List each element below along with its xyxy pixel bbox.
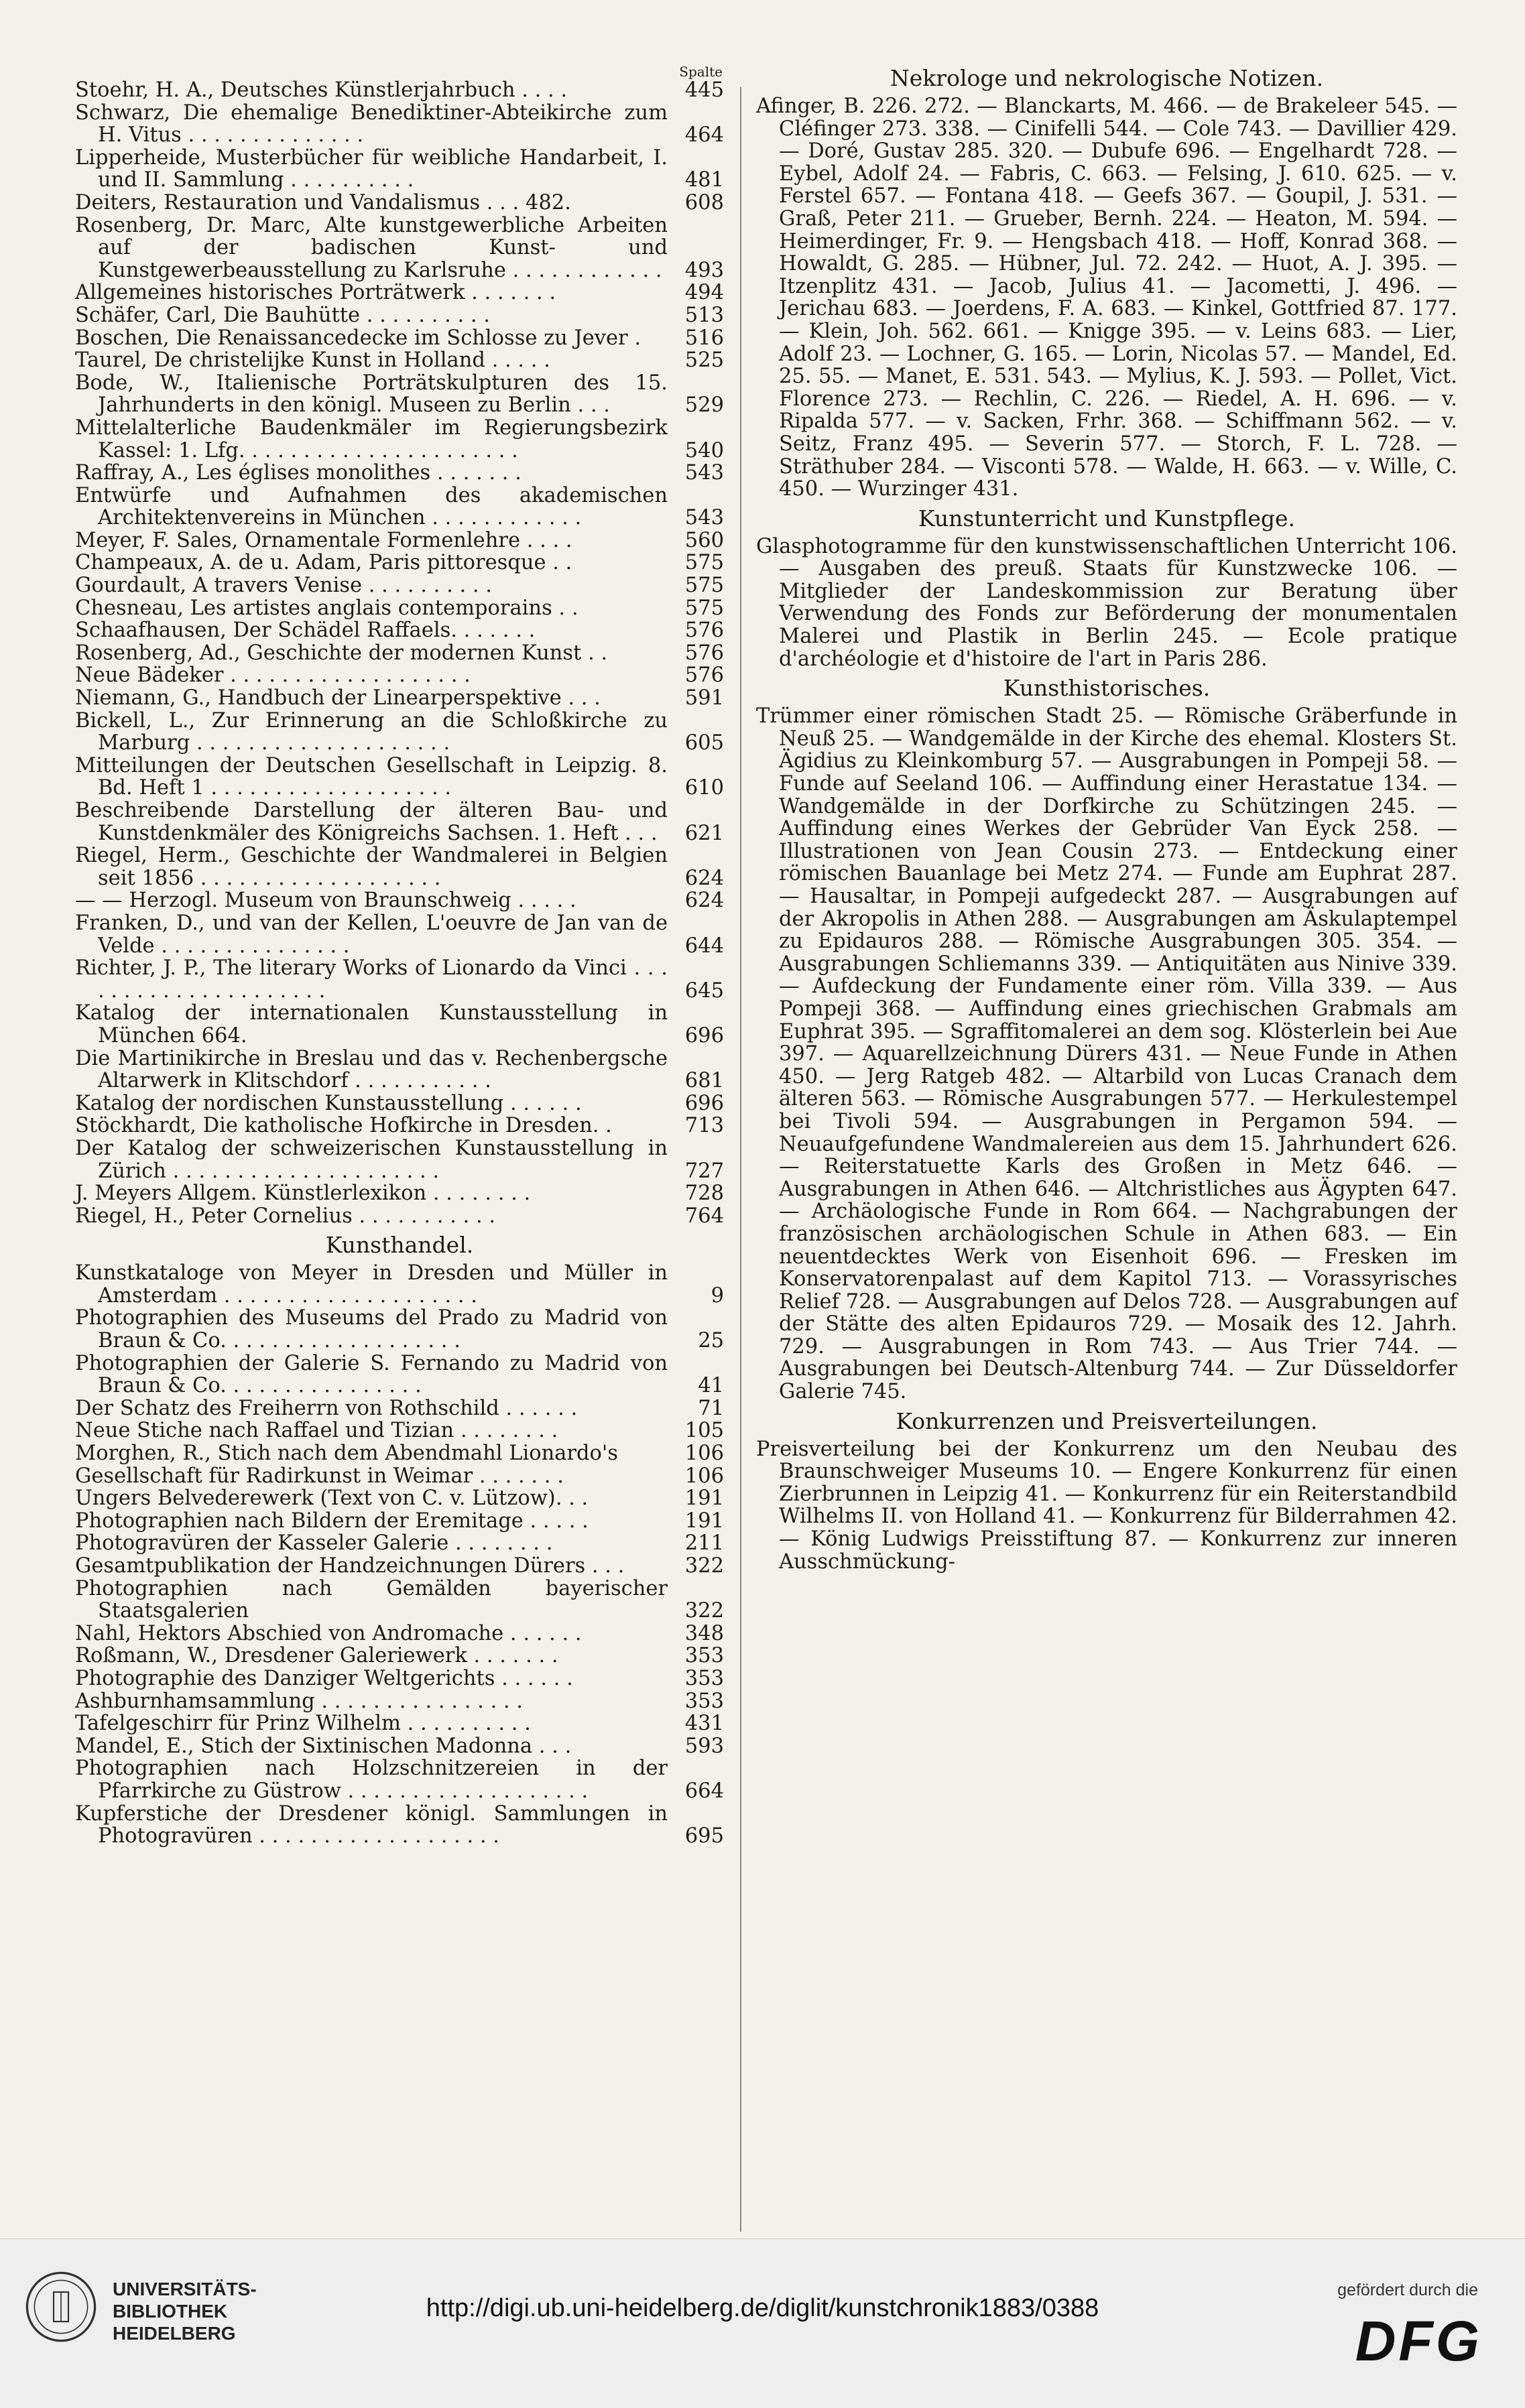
kunsthandel-entry-column-number: 191: [684, 1509, 724, 1533]
literature-entry-column-number: 575: [684, 574, 724, 598]
kunsthandel-entry: [75, 1803, 724, 1848]
literature-entry: [75, 710, 724, 755]
kunsthandel-entry-title: Morghen, R., Stich nach dem Abendmahl Lionardo's: [75, 1442, 618, 1466]
literature-entry-column-number: 681: [684, 1069, 724, 1093]
kunsthandel-entry-column-number: 593: [684, 1734, 724, 1758]
literature-entry: [75, 485, 724, 529]
literature-entry: [75, 327, 724, 350]
literature-entry-title: Katalog der nordischen Kunstausstellung . . . . . .: [75, 1091, 582, 1115]
literature-entry-column-number: 445: [684, 78, 724, 102]
literature-entry-column-number: 516: [684, 326, 724, 350]
dfg-logo: DFG: [1355, 2309, 1482, 2372]
kunsthandel-entry: [75, 1352, 724, 1397]
literature-entry: [75, 664, 724, 687]
section-heading-nekrologe: Nekrologe und nekrologische Notizen.: [890, 65, 1324, 91]
kunsthandel-entry: [75, 1307, 724, 1352]
literature-entry-column-number: 529: [684, 393, 724, 418]
kunsthandel-entry-title: Ashburnhamsammlung . . . . . . . . . . . . . . . .: [75, 1689, 523, 1713]
literature-entry-title: Bode, W., Italienische Porträtskulpturen des 15. Jahrhunderts in den königl. Museen zu Berlin . . .: [75, 371, 668, 418]
kunsthandel-entry-title: Gesamtpublikation der Handzeichnungen Dürers . . .: [75, 1554, 625, 1578]
literature-entry: [75, 1137, 724, 1182]
literature-entry: [75, 304, 724, 327]
kunsthandel-entry-column-number: 9: [711, 1283, 724, 1308]
literature-entry-column-number: 610: [684, 776, 724, 800]
literature-entry-title: Rosenberg, Dr. Marc, Alte kunstgewerbliche Arbeiten auf der badischen Kunst- und Kunstgewerbeausstellung zu Karlsruhe . . . . . . . . . . . .: [75, 213, 668, 282]
literature-entry-title: Raffray, A., Les églises monolithes . . . . . . .: [75, 461, 522, 485]
kunsthandel-entry: [75, 1262, 724, 1307]
literature-entry-title: Mitteilungen der Deutschen Gesellschaft in Leipzig. 8. Bd. Heft 1 . . . . . . . . . . . . . . . . . . .: [75, 753, 668, 800]
literature-entry-column-number: 575: [684, 551, 724, 575]
literature-entry-title: Riegel, Herm., Geschichte der Wandmalerei in Belgien seit 1856 . . . . . . . . . . . . . . . . . . .: [75, 844, 668, 890]
kunsthandel-entry-column-number: 322: [684, 1599, 724, 1623]
kunsthandel-entry-column-number: 348: [684, 1621, 724, 1645]
literature-entry-title: Chesneau, Les artistes anglais contemporains . .: [75, 596, 578, 620]
literature-entry-title: Lipperheide, Musterbücher für weibliche Handarbeit, I. und II. Sammlung . . . . . . . . . .: [75, 145, 668, 192]
nekrologe-paragraph: Afinger, B. 226. 272. — Blanckarts, M. 466. — de Brakeleer 545. — Cléfinger 273. 338. — Cinifelli 544. — Cole 743. — Davillier 429. — Doré, Gustav 285. 320. — Dubufe 696. — Engelhardt 728. — Eybel, Adolf 24. — Fabris, C. 663. — Felsing, J. 610. 625. — v. Ferstel 657. — Fontana 418. — Geefs 367. — Goupil, J. 531. — Graß, Peter 211. — Grueber, Bernh. 224. — Heaton, M. 594. — Heimerdinger, Fr. 9. — Hengsbach 418. — Hoff, Konrad 368. — Howaldt, G. 285. — Hübner, Jul. 72. 242. — Huot, A. J. 395. — Itzenplitz 431. — Jacob, Julius 41. — Jacometti, J. 496. — Jerichau 683. — Joerdens, F. A. 683. — Kinkel, Gottfried 87. 177. — Klein, Joh. 562. 661. — Knigge 395. — v. Leins 683. — Lier, Adolf 23. — Lochner, G. 165. — Lorin, Nicolas 57. — Mandel, Ed. 25. 55. — Manet, E. 531. 543. — Mylius, K. J. 593. — Pollet, Vict. Florence 273. — Rechlin, C. 226. — Riedel, A. H. 696. — v. Ripalda 577. — v. Sacken, Frhr. 368. — Schiffmann 562. — v. Seitz, Franz 495. — Severin 577. — Storch, F. L. 728. — Sträthuber 284. — Visconti 578. — Walde, H. 663. — v. Wille, C. 450. — Wurzinger 431.: [756, 94, 1457, 501]
literature-entry-title: Schaafhausen, Der Schädel Raffaels. . . . . . .: [75, 619, 536, 643]
literature-entry-title: Schäfer, Carl, Die Bauhütte . . . . . . . . . .: [75, 303, 490, 327]
literature-entry-title: Deiters, Restauration und Vandalismus . . . 482.: [75, 190, 571, 214]
literature-entry: [75, 462, 724, 485]
literature-entry-title: Richter, J. P., The literary Works of Lionardo da Vinci . . . . . . . . . . . . . . . . . . . . .: [75, 956, 668, 1003]
kunsthandel-entry-title: Photographien nach Holzschnitzereien in der Pfarrkirche zu Güstrow . . . . . . . . . . . . . . . . . . .: [75, 1757, 668, 1803]
kunsthandel-entry-title: Photographie des Danziger Weltgerichts . . . . . .: [75, 1666, 573, 1690]
kunstunterricht-paragraph: Glasphotogramme für den kunstwissenschaftlichen Unterricht 106. — Ausgaben des preuß. Staats für Kunstzwecke 106. — Mitglieder der Landeskommission zur Beratung über Verwendung des Fonds zur Beförderung der monumentalen Malerei und Plastik in Berlin 245. — Ecole pratique d'archéologie et d'histoire de l'art in Paris 286.: [756, 534, 1457, 671]
kunsthandel-entry: [75, 1442, 724, 1465]
kunsthandel-entry-title: Gesellschaft für Radirkunst in Weimar . . . . . . .: [75, 1464, 564, 1488]
literature-entry-title: Beschreibende Darstellung der älteren Bau- und Kunstdenkmäler des Königreichs Sachsen. 1. Heft . . .: [75, 799, 668, 845]
literature-entry-title: Taurel, De christelijke Kunst in Holland . . . . .: [75, 348, 550, 373]
literature-entry: [75, 574, 724, 597]
literature-entry-column-number: 576: [684, 619, 724, 643]
literature-entry: [75, 597, 724, 620]
kunsthandel-entry-column-number: 664: [684, 1779, 724, 1803]
literature-entry-title: Stoehr, H. A., Deutsches Künstlerjahrbuch . . . .: [75, 78, 568, 102]
literature-entry-column-number: 696: [684, 1091, 724, 1115]
section-heading-kunsthistorisches: Kunsthistorisches.: [1003, 675, 1211, 702]
literature-entry: [75, 79, 724, 102]
kunsthandel-entry-column-number: 211: [684, 1531, 724, 1556]
literature-entry: [75, 1048, 724, 1092]
kunsthandel-entry-title: Der Schatz des Freiherrn von Rothschild . . . . . .: [75, 1396, 578, 1420]
literature-entry-column-number: 621: [684, 821, 724, 845]
literature-entry-column-number: 525: [684, 348, 724, 373]
literature-entry-title: Rosenberg, Ad., Geschichte der modernen Kunst . .: [75, 641, 608, 665]
literature-entry-column-number: 696: [684, 1023, 724, 1048]
literature-entry: [75, 1182, 724, 1205]
kunsthandel-entry-title: Roßmann, W., Dresdener Galeriewerk . . . . . . .: [75, 1644, 558, 1668]
library-logo-text: UNIVERSITÄTS- BIBLIOTHEK HEIDELBERG: [113, 2279, 257, 2344]
kunsthandel-entry: [75, 1555, 724, 1578]
literature-entry-column-number: 644: [684, 934, 724, 958]
kunsthandel-entry-title: Neue Stiche nach Raffael und Tizian . . . . . . . .: [75, 1419, 558, 1443]
literature-entry-column-number: 728: [684, 1182, 724, 1206]
literature-entry: [75, 912, 724, 957]
literature-entry-title: Meyer, F. Sales, Ornamentale Formenlehre . . . .: [75, 528, 572, 552]
kunsthandel-entry-title: Photographien der Galerie S. Fernando zu Madrid von Braun & Co. . . . . . . . . . . . . . . .: [75, 1351, 668, 1398]
literature-entry-column-number: 624: [684, 889, 724, 913]
kunsthandel-entry: [75, 1532, 724, 1555]
kunsthandel-entry-title: Photographien nach Gemälden bayerischer Staatsgalerien: [75, 1576, 668, 1623]
literature-entry-title: Allgemeines historisches Porträtwerk . . . . . . .: [75, 281, 556, 305]
left-entry-list: [75, 79, 724, 1227]
literature-entry: [75, 281, 724, 304]
literature-entry-column-number: 513: [684, 303, 724, 327]
section-heading-kunsthandel: Kunsthandel.: [325, 1232, 474, 1259]
literature-entry: [75, 844, 724, 889]
literature-entry-title: Die Martinikirche in Breslau und das v. Rechenbergsche Altarwerk in Klitschdorf . . . . . . . . . . .: [75, 1046, 668, 1093]
spalte-header: Spalte: [679, 64, 723, 80]
funded-by-label: gefördert durch die: [1337, 2281, 1478, 2299]
kunsthandel-entry: [75, 1510, 724, 1533]
kunsthandel-entry-title: Photographien des Museums del Prado zu Madrid von Braun & Co. . . . . . . . . . . . . . . . . . .: [75, 1306, 668, 1353]
literature-entry-column-number: 727: [684, 1159, 724, 1183]
kunsthandel-entry: [75, 1735, 724, 1758]
literature-entry: [75, 102, 724, 147]
kunsthandel-entry: [75, 1757, 724, 1802]
kunsthandel-entry-column-number: 191: [684, 1486, 724, 1511]
literature-entry: [75, 552, 724, 574]
literature-entry-column-number: 608: [684, 190, 724, 214]
literature-entry: [75, 192, 724, 214]
kunsthandel-entry-title: Kunstkataloge von Meyer in Dresden und Müller in Amsterdam . . . . . . . . . . . . . . . . . . . .: [75, 1261, 668, 1308]
literature-entry-title: J. Meyers Allgem. Künstlerlexikon . . . . . . . .: [75, 1182, 531, 1206]
literature-entry-column-number: 605: [684, 731, 724, 755]
kunsthandel-entry-column-number: 353: [684, 1666, 724, 1690]
kunsthandel-entry-list: [75, 1262, 724, 1847]
literature-entry-title: Niemann, G., Handbuch der Linearperspektive . . .: [75, 686, 601, 710]
literature-entry-title: Stöckhardt, Die katholische Hofkirche in Dresden. .: [75, 1114, 612, 1138]
literature-entry-column-number: 645: [684, 978, 724, 1003]
source-url-link[interactable]: http://digi.ub.uni-heidelberg.de/diglit/kunstchronik1883/0388: [426, 2294, 1099, 2322]
literature-entry: [75, 214, 724, 282]
kunsthandel-entry-title: Ungers Belvederewerk (Text von C. v. Lützow). . .: [75, 1486, 589, 1511]
literature-entry-column-number: 576: [684, 663, 724, 688]
kunsthandel-entry-column-number: 25: [698, 1329, 724, 1353]
kunsthandel-entry: [75, 1690, 724, 1713]
kunsthandel-entry: [75, 1487, 724, 1510]
kunsthandel-entry-column-number: 353: [684, 1644, 724, 1668]
literature-entry: [75, 889, 724, 912]
kunsthandel-entry-title: Mandel, E., Stich der Sixtinischen Madonna . . .: [75, 1734, 572, 1758]
literature-entry: [75, 349, 724, 372]
kunsthandel-entry: [75, 1419, 724, 1442]
digitization-footer: [0, 2238, 1525, 2408]
literature-entry-title: — — Herzogl. Museum von Braunschweig . . . . .: [75, 889, 576, 913]
literature-entry-column-number: 494: [684, 281, 724, 305]
literature-entry-column-number: 464: [684, 123, 724, 147]
section-heading-konkurrenzen: Konkurrenzen und Preisverteilungen.: [896, 1407, 1318, 1434]
kunsthistorisches-paragraph: Trümmer einer römischen Stadt 25. — Römische Gräberfunde in Neuß 25. — Wandgemälde in der Kirche des ehemal. Klosters St. Ägidius zu Kleinkomburg 57. — Ausgrabungen in Pompeji 58. — Funde auf Seeland 106. — Auffindung einer Herastatue 134. — Wandgemälde in der Dorfkirche zu Schützingen 245. — Auffindung eines Werkes der Gebrüder Van Eyck 258. — Illustrationen von Jean Cousin 273. — Entdeckung einer römischen Bauanlage bei Metz 274. — Funde am Euphrat 287. — Hausaltar, in Pompeji aufgedeckt 287. — Ausgrabungen auf der Akropolis in Athen 288. — Ausgrabungen am Äskulaptempel zu Epidauros 288. — Römische Ausgrabungen 305. 354. — Ausgrabungen Schliemanns 339. — Antiquitäten aus Ninive 339. — Aufdeckung der Fundamente einer röm. Villa 339. — Aus Pompeji 368. — Auffindung eines griechischen Grabmals am Euphrat 395. — Sgraffitomalerei an dem sog. Klösterlein bei Aue 397. — Aquarellzeichnung Dürers 431. — Neue Funde in Athen 450. — Jerg Ratgeb 482. — Altarbild von Lucas Cranach dem älteren 563. — Römische Ausgrabungen 577. — Herkulestempel bei Tivoli 594. — Ausgrabungen in Pergamon 594. — Neuaufgefundene Wandmalereien aus dem 15. Jahrhundert 626. — Reiterstatuette Karls des Großen in Metz 646. — Ausgrabungen in Athen 646. — Altchristliches aus Ägypten 647. — Archäologische Funde in Rom 664. — Nachgrabungen der französischen archäologischen Schule in Athen 683. — Ein neuentdecktes Werk von Eisenhoit 696. — Fresken im Konservatorenpalast auf dem Kapitol 713. — Vorassyrisches Relief 728. — Ausgrabungen auf Delos 728. — Ausgrabungen auf der Stätte des alten Epidauros 729. — Mosaik des 12. Jahrh. 729. — Ausgrabungen in Rom 743. — Aus Trier 744. — Ausgrabungen bei Deutsch-Altenburg 744. — Zur Düsseldorfer Galerie 745.: [756, 704, 1457, 1404]
literature-entry-title: Riegel, H., Peter Cornelius . . . . . . . . . . .: [75, 1204, 496, 1228]
literature-entry-column-number: 543: [684, 461, 724, 485]
kunsthandel-entry: [75, 1397, 724, 1420]
kunsthandel-entry: [75, 1623, 724, 1645]
literature-entry-title: Champeaux, A. de u. Adam, Paris pittoresque . .: [75, 551, 572, 575]
left-column: [75, 64, 724, 1848]
literature-entry: [75, 1002, 724, 1047]
kunsthandel-entry-column-number: 106: [684, 1464, 724, 1488]
literature-entry-title: Entwürfe und Aufnahmen des akademischen Architektenvereins in München . . . . . . . . . . . .: [75, 483, 668, 530]
literature-entry: [75, 372, 724, 417]
literature-entry-column-number: 576: [684, 641, 724, 665]
literature-entry: [75, 755, 724, 800]
literature-entry-title: Franken, D., und van der Kellen, L'oeuvre de Jan van de Velde . . . . . . . . . . . . . . .: [75, 911, 668, 958]
kunsthandel-entry-column-number: 105: [684, 1419, 724, 1443]
literature-entry-column-number: 624: [684, 866, 724, 890]
kunsthandel-entry: [75, 1645, 724, 1667]
column-divider: [740, 87, 741, 2232]
kunsthandel-entry: [75, 1712, 724, 1735]
literature-entry-title: Mittelalterliche Baudenkmäler im Regierungsbezirk Kassel: 1. Lfg. . . . . . . . . . . . . . . . . . . . . .: [75, 416, 668, 462]
literature-entry-title: Gourdault, A travers Venise . . . . . . . . . .: [75, 574, 492, 598]
literature-entry-title: Katalog der internationalen Kunstausstellung in München 664.: [75, 1001, 668, 1048]
literature-entry: [75, 800, 724, 844]
literature-entry: [75, 1205, 724, 1228]
literature-entry: [75, 529, 724, 552]
literature-entry-column-number: 493: [684, 258, 724, 282]
konkurrenzen-paragraph: Preisverteilung bei der Konkurrenz um den Neubau des Braunschweiger Museums 10. — Engere Konkurrenz für einen Zierbrunnen in Leipzig 41. — Konkurrenz für ein Reiterstandbild Wilhelms II. von Holland 41. — Konkurrenz für Bilderrahmen 42. — König Ludwigs Preisstiftung 87. — Konkurrenz zur inneren Ausschmückung-: [756, 1437, 1457, 1574]
kunsthandel-entry: [75, 1578, 724, 1623]
kunsthandel-entry-column-number: 322: [684, 1554, 724, 1578]
literature-entry: [75, 417, 724, 462]
kunsthandel-entry-column-number: 353: [684, 1689, 724, 1713]
literature-entry-column-number: 575: [684, 596, 724, 620]
literature-entry-column-number: 540: [684, 438, 724, 462]
right-column: [756, 64, 1457, 1576]
kunsthandel-entry-title: Tafelgeschirr für Prinz Wilhelm . . . . . . . . . .: [75, 1712, 531, 1736]
kunsthandel-entry-title: Kupferstiche der Dresdener königl. Sammlungen in Photogravüren . . . . . . . . . . . . . . . . . . .: [75, 1801, 668, 1848]
kunsthandel-entry: [75, 1465, 724, 1488]
literature-entry-column-number: 764: [684, 1204, 724, 1228]
literature-entry-title: Neue Bädeker . . . . . . . . . . . . . . . . . . .: [75, 663, 471, 688]
literature-entry-column-number: 543: [684, 506, 724, 530]
literature-entry-column-number: 560: [684, 528, 724, 552]
kunsthandel-entry-title: Nahl, Hektors Abschied von Andromache . . . . . .: [75, 1621, 582, 1645]
literature-entry-title: Schwarz, Die ehemalige Benediktiner-Abteikirche zum H. Vitus . . . . . . . . . . . . . .: [75, 101, 668, 147]
literature-entry: [75, 642, 724, 665]
section-heading-kunstunterricht: Kunstunterricht und Kunstpflege.: [918, 505, 1296, 531]
literature-entry: [75, 957, 724, 1002]
literature-entry: [75, 619, 724, 642]
literature-entry-title: Boschen, Die Renaissancedecke im Schlosse zu Jever .: [75, 326, 642, 350]
literature-entry-column-number: 713: [684, 1114, 724, 1138]
kunsthandel-entry-column-number: 695: [684, 1824, 724, 1848]
literature-entry-column-number: 591: [684, 686, 724, 710]
kunsthandel-entry-column-number: 431: [684, 1712, 724, 1736]
kunsthandel-entry: [75, 1667, 724, 1690]
literature-entry-title: Der Katalog der schweizerischen Kunstausstellung in Zürich . . . . . . . . . . . . . . . . . . . . .: [75, 1136, 668, 1183]
kunsthandel-entry-column-number: 71: [698, 1396, 724, 1420]
literature-entry: [75, 1092, 724, 1115]
kunsthandel-entry-title: Photogravüren der Kasseler Galerie . . . . . . . .: [75, 1531, 553, 1556]
kunsthandel-entry-column-number: 41: [698, 1374, 724, 1398]
literature-entry-title: Bickell, L., Zur Erinnerung an die Schloßkirche zu Marburg . . . . . . . . . . . . . . . . . . . .: [75, 708, 668, 755]
kunsthandel-entry-column-number: 106: [684, 1442, 724, 1466]
literature-entry: [75, 687, 724, 710]
kunsthandel-entry-title: Photographien nach Bildern der Eremitage . . . . .: [75, 1509, 589, 1533]
literature-entry-column-number: 481: [684, 168, 724, 192]
literature-entry: [75, 147, 724, 192]
literature-entry: [75, 1115, 724, 1137]
